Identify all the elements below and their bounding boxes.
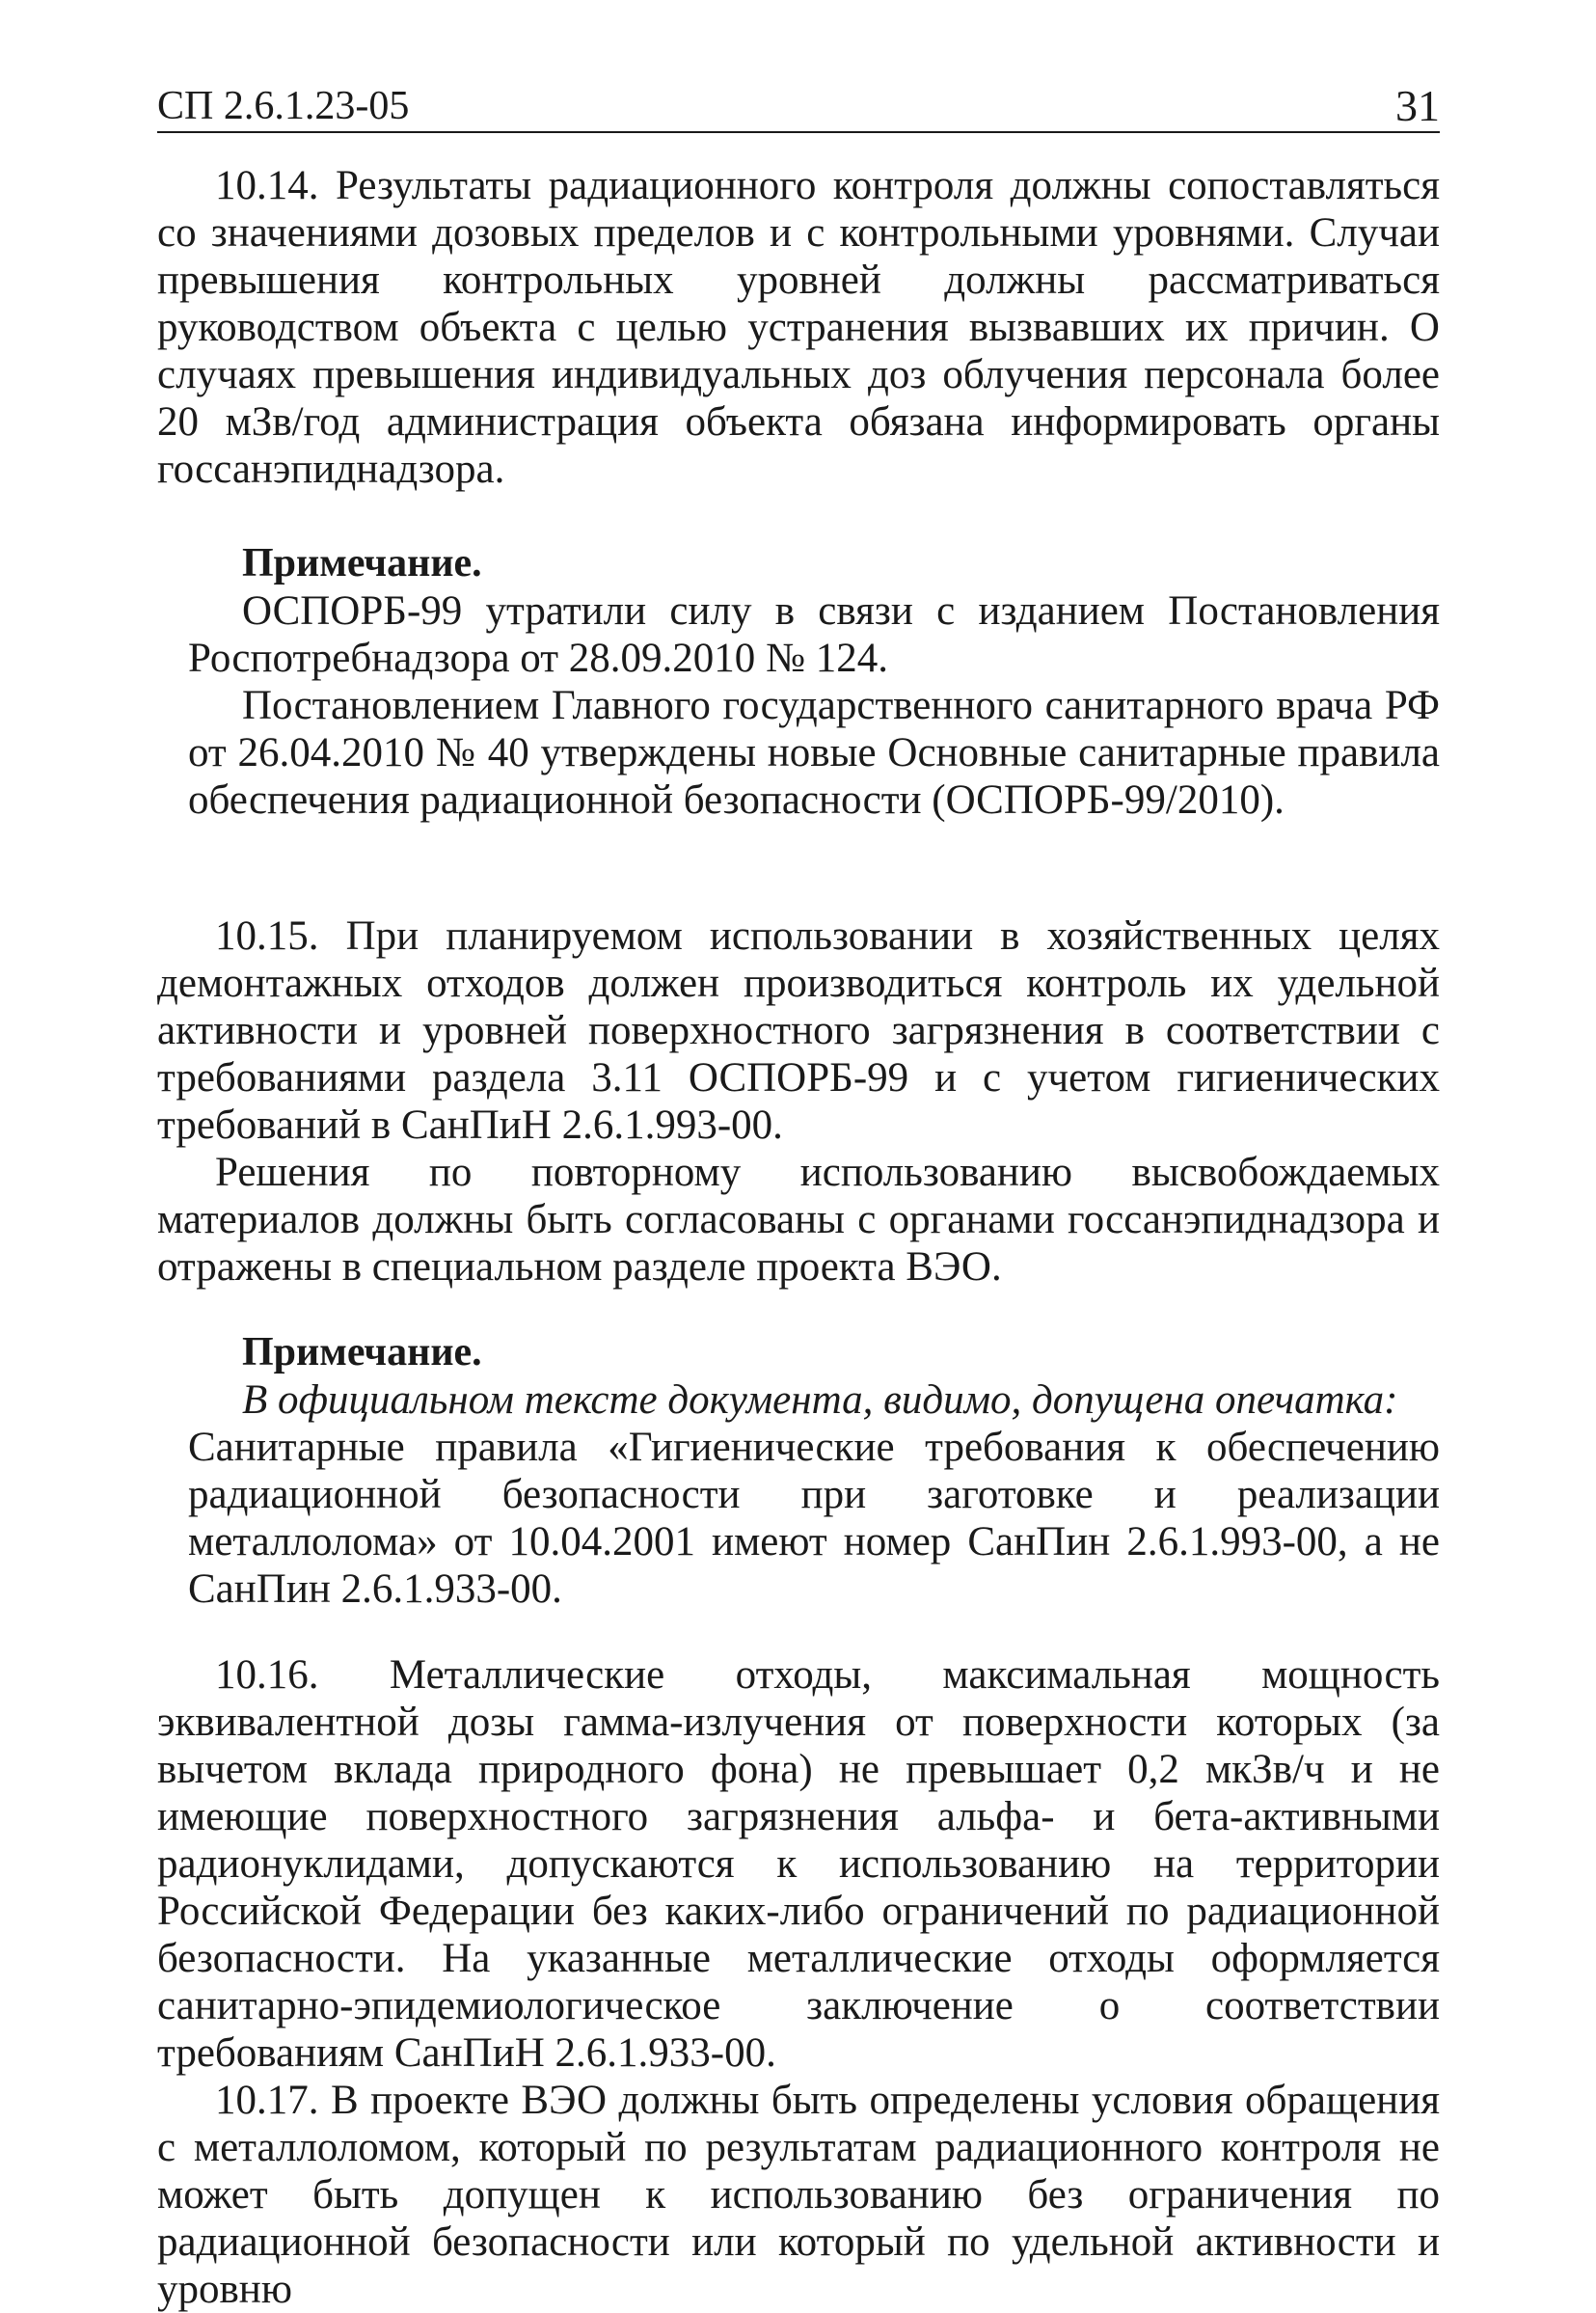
section-10-16 [157,1651,1440,2313]
paragraph-10-15-2: Решения по повторному использованию высвобождаемых материалов должны быть согласованы с органами госсанэпиднадзора и отражены в специальном разделе проекта ВЭО. [157,1150,1440,1290]
note-2 [157,1329,1440,1613]
paragraph-10-16: 10.16. Металлические отходы, максимальная мощность эквивалентной дозы гамма-излучения от поверхности которых (за вычетом вклада природного фона) не превышает 0,2 мкЗв/ч и не имеющие поверхностного загрязнения альфа- и бета-активными радионуклидами, допускаются к использованию на территории Российской Федерации без каких-либо ограничений по радиационной безопасности. На указанные металлические отходы оформляется санитарно-эпидемиологическое заключение о соответствии требованиям СанПиН 2.6.1.933-00. [157,1652,1440,2076]
paragraph-10-15-1: 10.15. При планируемом использовании в хозяйственных целях демонтажных отходов должен производиться контроль их удельной активности и уровней поверхностного загрязнения в соответствии с требованиями раздела 3.11 ОСПОРБ-99 и с учетом гигиенических требований в СанПиН 2.6.1.993-00. [157,913,1440,1148]
section-10-14 [157,162,1440,493]
running-header [157,77,1440,133]
paragraph-10-17: 10.17. В проекте ВЭО должны быть определены условия обращения с металлоломом, который по результатам радиационного контроля не может быть допущен к использованию без ограничения по радиационной безопасности или который по удельной активности и уровню [157,2078,1440,2312]
page-number: 31 [1395,81,1440,130]
document-code: СП 2.6.1.23-05 [157,84,410,128]
section-10-15 [157,912,1440,1291]
paragraph-10-14: 10.14. Результаты радиационного контроля должны сопоставляться со значениями дозовых пределов и с контрольными уровнями. Случаи превышения контрольных уровней должны рассматриваться руководством объекта с целью устранения вызвавших их причин. О случаях превышения индивидуальных доз облучения персонала более 20 мЗв/год администрация объекта обязана информировать органы госсанэпиднадзора. [157,163,1440,492]
note-1-paragraph-1: ОСПОРБ-99 утратили силу в связи с изданием Постановления Роспотребнадзора от 28.09.2010 № 124. [188,588,1440,681]
note-2-body: Санитарные правила «Гигиенические требования к обеспечению радиационной безопасности при заготовке и реализации металлолома» от 10.04.2001 имеют номер СанПин 2.6.1.993-00, а не СанПин 2.6.1.933-00. [188,1425,1440,1612]
note-1-paragraph-2: Постановлением Главного государственного санитарного врача РФ от 26.04.2010 № 40 утверждены новые Основные санитарные правила обеспечения радиационной безопасности (ОСПОРБ-99/2010). [188,683,1440,823]
note-2-italic-remark: В официальном тексте документа, видимо, допущена опечатка: [242,1377,1398,1423]
note-2-title: Примечание. [242,1330,482,1374]
note-1 [157,540,1440,824]
note-1-title: Примечание. [242,541,482,585]
